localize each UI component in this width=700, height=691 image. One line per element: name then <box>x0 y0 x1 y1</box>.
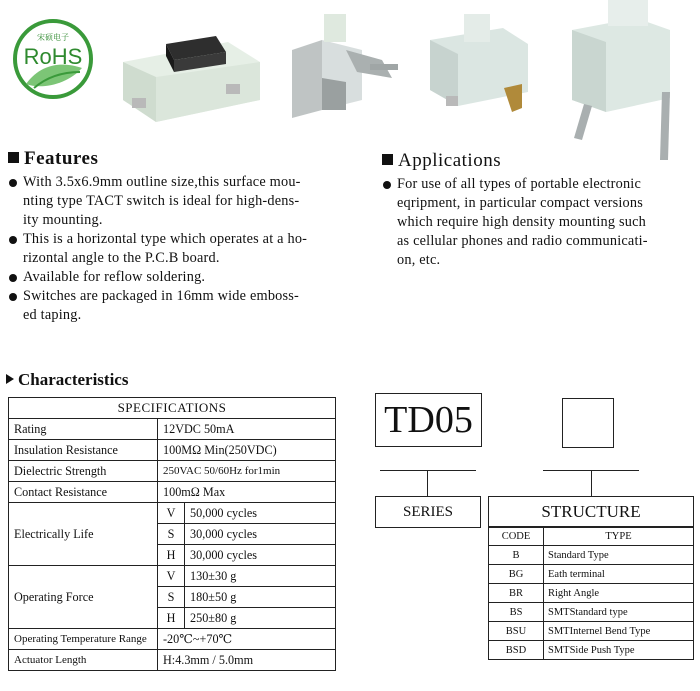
structure-code: BSD <box>489 641 544 660</box>
feature-line: ity mounting. <box>23 212 103 228</box>
spec-label: Rating <box>9 419 158 440</box>
structure-type: SMTStandard type <box>544 603 694 622</box>
structure-code: BS <box>489 603 544 622</box>
characteristics-title-text: Characteristics <box>18 370 129 389</box>
spec-code: V <box>158 503 185 524</box>
structure-connector-line <box>591 470 592 496</box>
structure-code-box <box>562 398 614 448</box>
spec-code: V <box>158 566 185 587</box>
feature-line: Available for reflow soldering. <box>23 269 206 285</box>
bullet-icon <box>9 293 17 301</box>
structure-code: B <box>489 546 544 565</box>
column-header: CODE <box>489 527 544 546</box>
spec-value: 130±30 g <box>185 566 336 587</box>
structure-type: Standard Type <box>544 546 694 565</box>
feature-line: rizontal angle to the P.C.B board. <box>23 250 220 266</box>
spec-value: 30,000 cycles <box>185 545 336 566</box>
spec-value: -20℃~+70℃ <box>158 629 336 650</box>
bullet-icon <box>9 274 17 282</box>
applications-title-text: Applications <box>398 150 502 171</box>
applications-list <box>382 175 694 270</box>
table-row <box>489 546 694 565</box>
table-row <box>489 527 694 546</box>
table-row <box>9 482 336 503</box>
spec-value: 100mΩ Max <box>158 482 336 503</box>
spec-label: Actuator Length <box>9 650 158 671</box>
table-row <box>9 566 336 587</box>
specifications-table <box>8 397 336 671</box>
table-row <box>489 622 694 641</box>
application-line: For use of all types of portable electronic <box>397 176 642 192</box>
table-row <box>9 461 336 482</box>
feature-item <box>8 287 373 325</box>
applications-title <box>382 150 501 172</box>
table-row <box>9 440 336 461</box>
feature-line: nting type TACT switch is ideal for high-dens- <box>23 193 300 209</box>
structure-type: SMTInternel Bend Type <box>544 622 694 641</box>
feature-line: ed taping. <box>23 307 82 323</box>
table-row <box>9 503 336 524</box>
table-row <box>489 584 694 603</box>
feature-item <box>8 230 373 268</box>
spec-value: 250VAC 50/60Hz for1min <box>158 461 336 482</box>
spec-label: Operating Force <box>9 566 158 629</box>
spec-label: Dielectric Strength <box>9 461 158 482</box>
feature-line: This is a horizontal type which operates at a ho- <box>23 231 308 247</box>
rohs-logo <box>12 18 94 100</box>
structure-type: Right Angle <box>544 584 694 603</box>
bullet-icon <box>9 236 17 244</box>
features-title <box>8 148 98 170</box>
smt-tact-switch-standard-image <box>108 22 268 122</box>
bullet-icon <box>383 181 391 189</box>
application-line: which require high density mounting such <box>397 214 647 230</box>
tact-switch-through-hole-image <box>566 0 686 165</box>
model-number-box: TD05 <box>375 393 482 447</box>
structure-table <box>488 526 694 660</box>
spec-value: H:4.3mm / 5.0mm <box>158 650 336 671</box>
structure-type: Eath terminal <box>544 565 694 584</box>
spec-code: H <box>158 545 185 566</box>
spec-value: 100MΩ Min(250VDC) <box>158 440 336 461</box>
table-row <box>9 419 336 440</box>
features-title-text: Features <box>24 148 99 169</box>
triangle-icon <box>6 374 14 384</box>
spec-label: Contact Resistance <box>9 482 158 503</box>
smt-tact-switch-side-image <box>418 10 543 120</box>
spec-value: 180±50 g <box>185 587 336 608</box>
series-connector-line <box>427 470 428 496</box>
spec-value: 50,000 cycles <box>185 503 336 524</box>
feature-item <box>8 173 373 230</box>
structure-label: STRUCTURE <box>488 496 694 528</box>
structure-code: BG <box>489 565 544 584</box>
spec-label: Operating Temperature Range <box>9 629 158 650</box>
feature-line: With 3.5x6.9mm outline size,this surface mou- <box>23 174 301 190</box>
spec-code: S <box>158 524 185 545</box>
features-list <box>8 173 373 325</box>
structure-type: SMTSide Push Type <box>544 641 694 660</box>
application-line: as cellular phones and radio communicati- <box>397 233 648 249</box>
spec-value: 12VDC 50mA <box>158 419 336 440</box>
structure-code: BR <box>489 584 544 603</box>
logo-chinese-text: 宋硕电子 <box>37 33 69 42</box>
structure-code: BSU <box>489 622 544 641</box>
feature-line: Switches are packaged in 16mm wide emboss- <box>23 288 299 304</box>
application-line: on, etc. <box>397 252 441 268</box>
spec-header: SPECIFICATIONS <box>9 398 336 419</box>
table-row <box>489 641 694 660</box>
spec-code: H <box>158 608 185 629</box>
table-row <box>9 650 336 671</box>
logo-rohs-text: RoHS <box>23 44 83 69</box>
column-header: TYPE <box>544 527 694 546</box>
table-row <box>489 603 694 622</box>
smt-tact-switch-right-angle-image <box>282 10 412 120</box>
spec-value: 30,000 cycles <box>185 524 336 545</box>
application-item <box>382 175 694 270</box>
spec-code: S <box>158 587 185 608</box>
series-connector-line <box>380 470 476 471</box>
spec-label: Insulation Resistance <box>9 440 158 461</box>
series-label: SERIES <box>375 496 481 528</box>
application-line: eqripment, in particular compact versions <box>397 195 644 211</box>
characteristics-title <box>6 370 128 390</box>
table-row <box>9 629 336 650</box>
spec-value: 250±80 g <box>185 608 336 629</box>
table-row <box>489 565 694 584</box>
spec-label: Electrically Life <box>9 503 158 566</box>
feature-item <box>8 268 373 287</box>
bullet-icon <box>9 179 17 187</box>
